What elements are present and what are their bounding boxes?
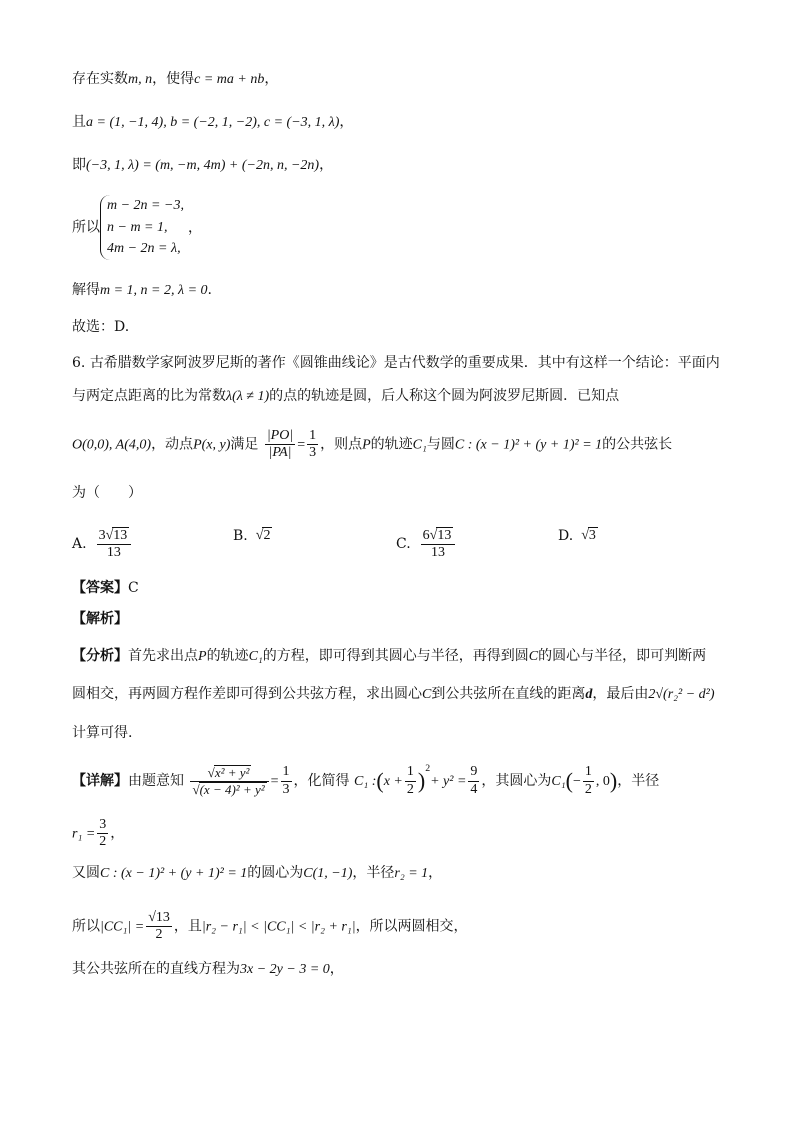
text: 所以 — [72, 219, 100, 236]
text: 首先求出点 — [128, 648, 198, 664]
moving-point: P(x, y) — [193, 437, 231, 453]
curve-c1: C₁ — [248, 649, 263, 664]
option-value: $\frac{6√13}{13}$ — [421, 527, 456, 561]
text: ， — [110, 825, 125, 842]
text: 的轨迹 — [206, 648, 249, 664]
ratio-value — [307, 428, 318, 461]
circle-equation: C : (x − 1)² + (y + 1)² = 1 — [454, 437, 603, 453]
solution-line-2 — [72, 115, 353, 130]
ratio-fraction — [265, 428, 295, 461]
equals-sign: = — [270, 774, 279, 789]
r1-value — [97, 817, 108, 850]
circle-c: C — [528, 649, 539, 664]
detail-line-4 — [72, 910, 468, 943]
solution-line-1 — [72, 72, 278, 87]
answer-value: C — [128, 580, 139, 596]
denominator: (x − 4)² + y² — [199, 781, 265, 797]
question-text: 为（ ） — [72, 485, 142, 501]
curve-c1: C₁ — [412, 437, 427, 453]
text: ，半径 — [352, 865, 395, 881]
component-equation: (−3, 1, λ) = (m, −m, 4m) + (−2n, n, −2n) — [86, 158, 320, 173]
vectors-definition: a = (1, −1, 4), b = (−2, 1, −2), c = (−3, 1, λ) — [86, 115, 340, 130]
fixed-points: O(0,0), A(4,0) — [72, 437, 152, 453]
option-value: $\frac{3√13}{13}$ — [97, 527, 132, 561]
text: ， — [329, 961, 344, 977]
text: 由题意知 — [128, 773, 184, 789]
equals-sign: = — [297, 437, 306, 453]
text: 其公共弦所在的直线方程为 — [72, 961, 240, 977]
denominator: 2 — [99, 834, 107, 850]
system-row: n − m = 1, — [107, 219, 168, 235]
numerator: 3 — [97, 817, 108, 834]
option-value: √2 — [255, 528, 271, 543]
text: ， — [428, 865, 443, 881]
detail-line-3 — [72, 866, 442, 881]
text: 解得 — [72, 282, 100, 298]
text: ，且 — [173, 918, 202, 935]
option-b[interactable] — [233, 527, 272, 544]
point-p: P — [198, 649, 207, 664]
option-c[interactable] — [396, 527, 457, 561]
cc1-value — [146, 910, 172, 943]
radicand: 3 — [588, 528, 596, 543]
distance-d: d — [585, 687, 593, 702]
question-text: ，则点 — [320, 436, 363, 453]
text: 的圆心为 — [247, 865, 304, 881]
text: 存在实数 — [72, 71, 128, 87]
text: ，半径 — [617, 773, 660, 789]
text: . — [207, 282, 212, 298]
choice-text: 故选：D. — [72, 319, 130, 335]
question-text: ，动点 — [151, 436, 194, 453]
inequality: |r₂ − r₁| < |CC₁| < |r₂ + r₁| — [201, 919, 356, 935]
option-label: D. — [558, 527, 574, 544]
option-label: C. — [396, 536, 411, 553]
coef: 6 — [422, 528, 430, 543]
numerator: 9 — [468, 764, 479, 781]
denominator: 2 — [155, 927, 163, 943]
denominator: 2 — [406, 781, 414, 797]
question-text: 的点的轨迹是圆，后人称这个圆为阿波罗尼斯圆．已知点 — [269, 388, 620, 404]
question-line-1 — [72, 356, 720, 370]
text: 即 — [72, 157, 86, 173]
denominator: 3 — [282, 781, 290, 797]
center-x — [583, 764, 594, 797]
circle-center: C(1, −1) — [303, 866, 353, 881]
answer-tag: 【答案】 — [72, 580, 128, 596]
system-row: m − 2n = −3, — [107, 198, 184, 213]
question-text: 与两定点距离的比为常数 — [72, 388, 226, 404]
text: ， — [264, 71, 279, 87]
coef: 3 — [98, 528, 106, 543]
question-text: 的公共弦长 — [602, 436, 673, 453]
option-d[interactable] — [558, 527, 598, 544]
text: ，使得 — [152, 71, 195, 87]
text: ， — [319, 157, 334, 173]
c1-label: C₁ : — [354, 774, 377, 789]
detail-line-2 — [72, 817, 124, 850]
analysis-tag-line — [72, 612, 128, 626]
chord-formula: 2√(r₂² − d²) — [648, 687, 715, 702]
detail-tag: 【详解】 — [72, 773, 128, 789]
math-mn: m, n — [128, 72, 153, 87]
question-text: 古希腊数学家阿波罗尼斯的著作《圆锥曲线论》是古代数学的重要成果．其中有这样一个结论：平面内 — [89, 355, 720, 371]
ratio-denominator: |PA| — [268, 445, 292, 461]
detail-line-1: 【详解】由题意知 $\frac{\text{√x² + y²}}{\text{√(x − 4)² + y²}}$ = $\frac{1}{3}$ ，化简得 C₁ :(x + $\frac{1}{2}$ )$^2$+ y² = $\frac{9}{4}$ ，其圆心为C₁(− $\frac{1}{2}$ , 0)，半径 — [72, 763, 660, 797]
text: ，其圆心为 — [481, 773, 552, 789]
text: ， — [187, 219, 202, 236]
system-row: 4m − 2n = λ, — [107, 241, 181, 257]
chord-equation: 3x − 2y − 3 = 0 — [240, 962, 330, 977]
solution-line-5 — [72, 283, 212, 298]
ratio-value — [281, 764, 292, 797]
radicand: 13 — [437, 528, 452, 543]
numerator: 1 — [405, 764, 416, 781]
cc1-label: |CC₁| = — [100, 919, 145, 935]
text: 计算可得. — [72, 725, 133, 741]
text: ，化简得 — [293, 773, 350, 789]
point-p: P — [362, 437, 371, 453]
circle-c: C — [422, 687, 432, 702]
option-value: √3 — [581, 528, 596, 543]
denominator: 13 — [106, 545, 121, 561]
answer-line — [72, 581, 139, 595]
solution-line-6 — [72, 320, 129, 334]
question-number: 6. — [72, 355, 86, 371]
fenxi-line-1 — [72, 649, 706, 664]
r2-value: r₂ = 1 — [394, 866, 429, 881]
text: ， — [339, 114, 354, 130]
solution-line-3 — [72, 158, 333, 173]
solution-values: m = 1, n = 2, λ = 0 — [100, 283, 208, 298]
numerator: 1 — [281, 764, 292, 781]
lambda-constant: λ(λ ≠ 1) — [226, 389, 270, 404]
ratio-numerator: |PO| — [265, 428, 295, 445]
text: 圆相交，再两圆方程作差即可得到公共弦方程，求出圆心 — [72, 686, 422, 702]
solution-line-4 — [72, 195, 202, 260]
radius-squared — [468, 764, 479, 797]
denominator: 13 — [431, 545, 446, 561]
option-label: A. — [72, 536, 87, 553]
question-line-4 — [72, 486, 142, 500]
center-y: , 0 — [595, 774, 610, 789]
text: ，所以两圆相交， — [355, 918, 468, 935]
numerator: √13 — [146, 910, 172, 927]
question-text: 的轨迹 — [370, 436, 413, 453]
analysis-tag: 【解析】 — [72, 611, 128, 627]
numerator: 1 — [583, 764, 594, 781]
text: 且 — [72, 114, 86, 130]
text: 到公共弦所在直线的距离 — [431, 686, 586, 702]
fenxi-line-2 — [72, 687, 715, 702]
question-text: 与圆 — [426, 436, 455, 453]
question-line-3 — [72, 428, 672, 461]
center-label: C₁ — [551, 774, 566, 789]
option-label: B. — [233, 527, 248, 544]
detail-line-5 — [72, 962, 344, 977]
text: 的圆心与半径，即可判断两 — [538, 648, 707, 664]
text: 又圆 — [72, 865, 100, 881]
fenxi-tag: 【分析】 — [72, 648, 128, 664]
numerator: x² + y² — [214, 764, 250, 780]
circle-equation: C : (x − 1)² + (y + 1)² = 1 — [100, 866, 248, 881]
question-line-2 — [72, 389, 619, 404]
half — [405, 764, 416, 797]
option-a[interactable] — [72, 527, 133, 561]
radicand: 2 — [263, 528, 271, 543]
denominator: 2 — [584, 781, 592, 797]
denominator: 4 — [470, 781, 478, 797]
text: 的方程，即可得到其圆心与半径，再得到圆 — [262, 648, 529, 664]
text: 所以 — [72, 918, 100, 935]
value-denominator: 3 — [309, 445, 317, 461]
vector-equation: c = ma + nb — [194, 72, 265, 87]
text: ，最后由 — [592, 686, 649, 702]
question-text: 满足 — [230, 436, 259, 453]
fenxi-line-3 — [72, 726, 132, 740]
c1-inner: x + — [383, 774, 403, 789]
equation-system — [100, 195, 184, 260]
radicand: 13 — [113, 528, 128, 543]
value-numerator: 1 — [307, 428, 318, 445]
distance-ratio: $\frac{\text{√x² + y²}}{\text{√(x − 4)² + y²}}$ — [190, 765, 268, 798]
r1-label: r₁ = — [72, 826, 96, 842]
minus-sign: − — [572, 774, 581, 789]
c1-rest: + y² = — [430, 774, 467, 789]
